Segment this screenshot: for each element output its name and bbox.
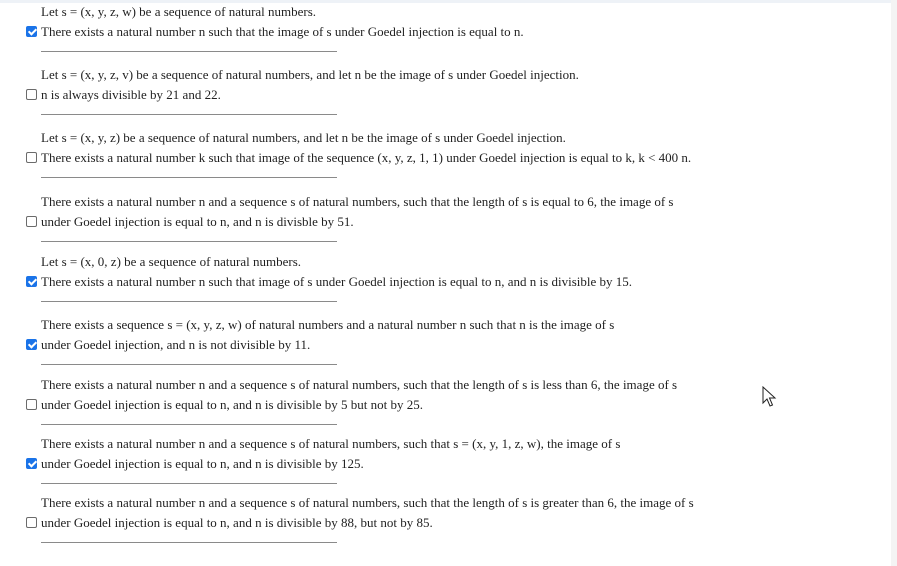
question-text-line1: There exists a natural number n and a sequence s of natural numbers, such that the length of s is greater than 6, the image of s <box>41 495 694 510</box>
question-text-line2: There exists a natural number n such that image of s under Goedel injection is equal to n, and n is divisible by 15. <box>41 274 632 289</box>
answer-underline <box>41 241 337 242</box>
answer-underline <box>41 424 337 425</box>
question-text-line1: There exists a natural number n and a sequence s of natural numbers, such that the length of s is equal to 6, the image of s <box>41 194 674 209</box>
answer-underline <box>41 177 337 178</box>
answer-checkbox[interactable] <box>26 399 37 410</box>
answer-underline <box>41 542 337 543</box>
question-text-line2: There exists a natural number n such that the image of s under Goedel injection is equal to n. <box>41 24 524 39</box>
answer-checkbox[interactable] <box>26 89 37 100</box>
answer-underline <box>41 51 337 52</box>
question-text-line2: under Goedel injection is equal to n, and n is divisible by 125. <box>41 456 364 471</box>
scrollbar[interactable] <box>891 0 897 566</box>
question-text-line2: under Goedel injection, and n is not divisible by 11. <box>41 337 311 352</box>
question-text-line1: There exists a natural number n and a sequence s of natural numbers, such that the length of s is less than 6, the image of s <box>41 377 678 392</box>
answer-checkbox[interactable] <box>26 26 37 37</box>
question-text-line1: Let s = (x, y, z) be a sequence of natural numbers, and let n be the image of s under Goedel injection. <box>41 130 566 145</box>
question-text-line1: There exists a natural number n and a sequence s of natural numbers, such that s = (x, y, 1, z, w), the image of s <box>41 436 621 451</box>
question-text-line2: There exists a natural number k such that image of the sequence (x, y, z, 1, 1) under Goedel injection is equal to k, k < 400 n. <box>41 150 692 165</box>
answer-checkbox[interactable] <box>26 517 37 528</box>
question-text-line1: Let s = (x, y, z, v) be a sequence of natural numbers, and let n be the image of s under Goedel injection. <box>41 67 579 82</box>
question-text-line2: under Goedel injection is equal to n, and n is divisible by 5 but not by 25. <box>41 397 424 412</box>
answer-checkbox[interactable] <box>26 339 37 350</box>
answer-underline <box>41 301 337 302</box>
answer-checkbox[interactable] <box>26 276 37 287</box>
question-text-line2: under Goedel injection is equal to n, and n is divisble by 51. <box>41 214 354 229</box>
answer-checkbox[interactable] <box>26 216 37 227</box>
mouse-pointer-icon <box>762 386 778 408</box>
question-text-line1: There exists a sequence s = (x, y, z, w) of natural numbers and a natural number n such that n is the image of s <box>41 317 615 332</box>
answer-underline <box>41 483 337 484</box>
question-text-line2: n is always divisible by 21 and 22. <box>41 87 221 102</box>
question-text-line1: Let s = (x, 0, z) be a sequence of natural numbers. <box>41 254 302 269</box>
answer-checkbox[interactable] <box>26 152 37 163</box>
top-border <box>0 0 897 3</box>
question-text-line1: Let s = (x, y, z, w) be a sequence of natural numbers. <box>41 4 317 19</box>
answer-underline <box>41 114 337 115</box>
question-text-line2: under Goedel injection is equal to n, and n is divisible by 88, but not by 85. <box>41 515 433 530</box>
answer-checkbox[interactable] <box>26 458 37 469</box>
answer-underline <box>41 364 337 365</box>
